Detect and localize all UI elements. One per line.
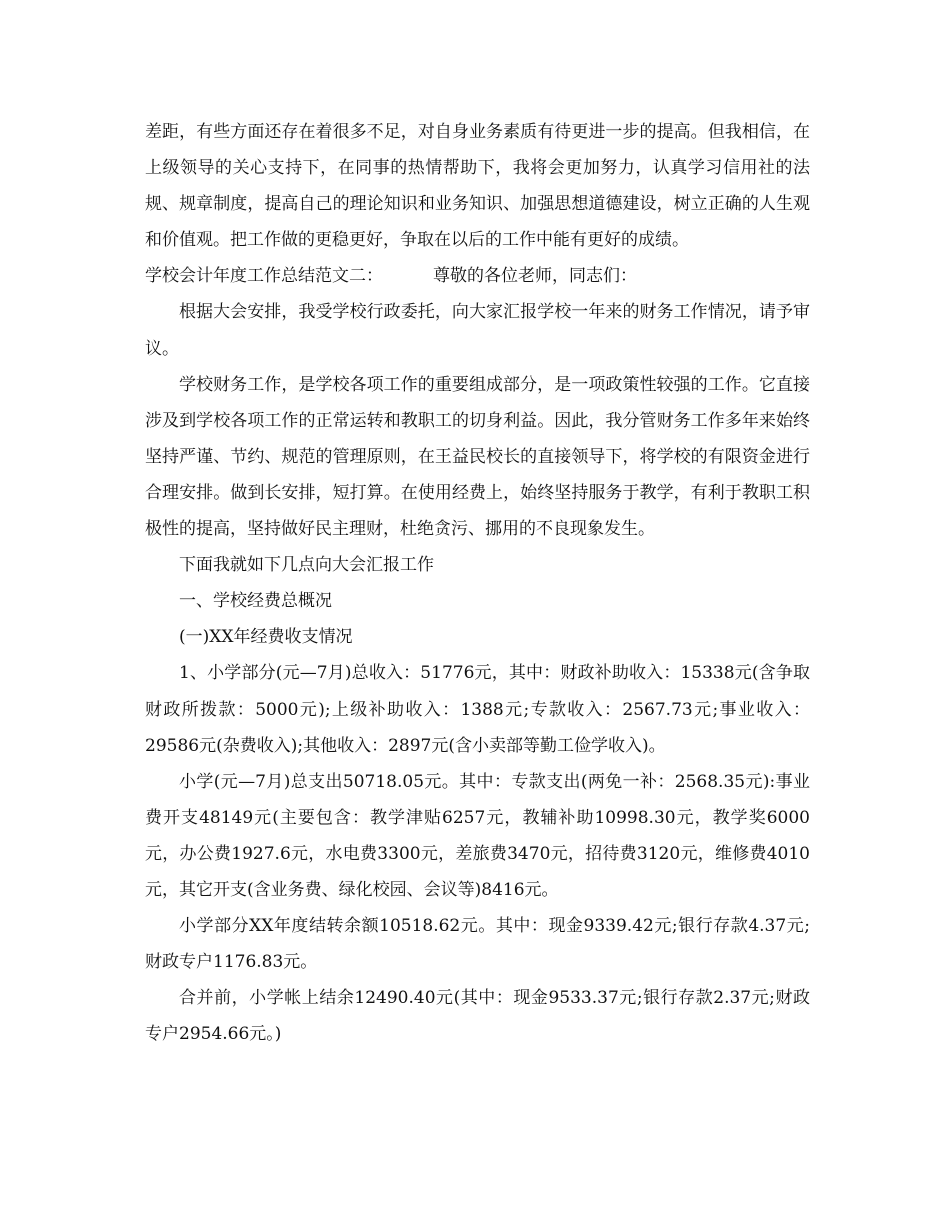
paragraph-merge-balance: 合并前，小学帐上结余12490.40元(其中：现金9533.37元;银行存款2.37元;财政专户2954.66元。) [145,988,810,1045]
paragraph-intro: 差距，有些方面还存在着很多不足，对自身业务素质有待更进一步的提高。但我相信，在上级领导的关心支持下，在同事的热情帮助下，我将会更加努力，认真学习信用社的法规、规章制度，提高自己的理论知识和业务知识、加强思想道德建设，树立正确的人生观和价值观。把工作做的更稳更好，争取在以后的工作中能有更好的成绩。 [145,122,810,251]
paragraph-report-points: 下面我就如下几点向大会汇报工作 [179,555,434,576]
section-heading-line [145,258,810,294]
document-body [145,114,810,1052]
section-title: 学校会计年度工作总结范文二： [145,266,383,287]
salutation: 尊敬的各位老师，同志们： [433,266,637,287]
paragraph-finance-work: 学校财务工作，是学校各项工作的重要组成部分，是一项政策性较强的工作。它直接涉及到学校各项工作的正常运转和教职工的切身利益。因此，我分管财务工作多年来始终坚持严谨、节约、规范的管理原则，在王益民校长的直接领导下，将学校的有限资金进行合理安排。做到长安排，短打算。在使用经费上，始终坚持服务于教学，有利于教职工积极性的提高，坚持做好民主理财，杜绝贪污、挪用的不良现象发生。 [145,374,810,540]
paragraph-report-intro: 根据大会安排，我受学校行政委托，向大家汇报学校一年来的财务工作情况，请予审议。 [145,302,810,359]
heading-funding-overview: 一、学校经费总概况 [179,591,332,612]
heading-income-expense: (一)XX年经费收支情况 [179,627,353,648]
paragraph-primary-expense: 小学(元—7月)总支出50718.05元。其中：专款支出(两免一补：2568.35元):事业费开支48149元(主要包含：教学津贴6257元，教辅补助10998.30元，教学奖6000元，办公费1927.6元，水电费3300元，差旅费3470元，招待费3120元，维修费4010元，其它开支(含业务费、绿化校园、会议等)8416元。 [145,771,810,900]
paragraph-primary-income: 1、小学部分(元—7月)总收入：51776元，其中：财政补助收入：15338元(含争取财政所拨款：5000元);上级补助收入：1388元;专款收入：2567.73元;事业收入：29586元(杂费收入);其他收入：2897元(含小卖部等勤工俭学收入)。 [145,663,810,756]
paragraph-primary-balance: 小学部分XX年度结转余额10518.62元。其中：现金9339.42元;银行存款4.37元;财政专户1176.83元。 [145,916,810,973]
